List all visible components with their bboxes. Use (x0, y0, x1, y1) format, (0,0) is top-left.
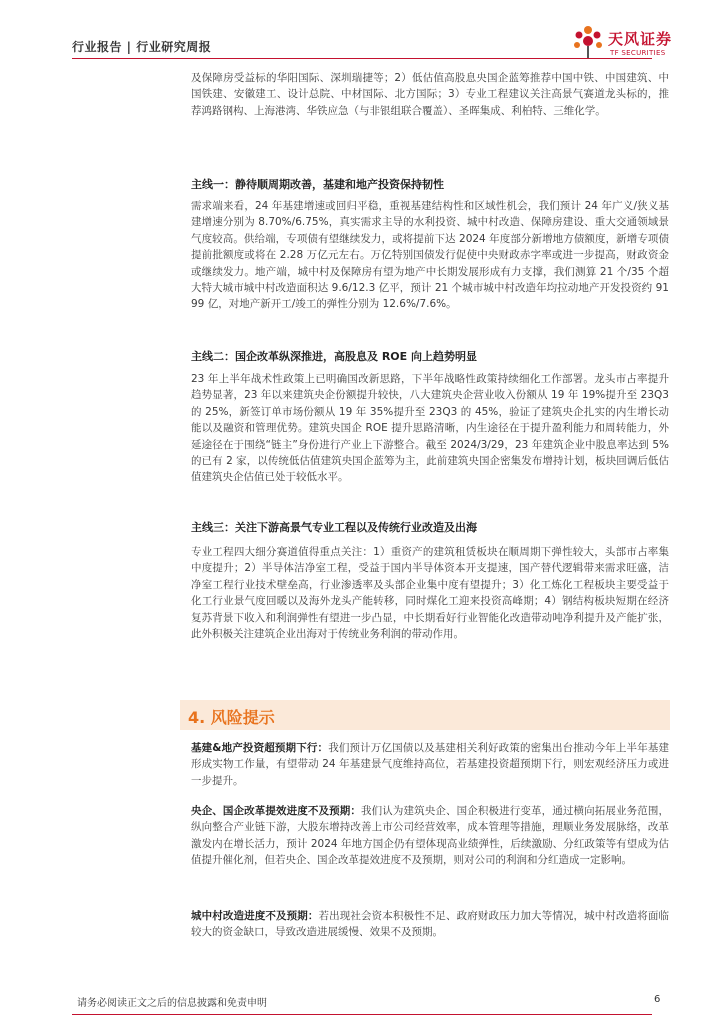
section-2-heading: 主线二：国企改革纵深推进，高股息及 ROE 向上趋势明显 (191, 350, 477, 363)
risk-item (191, 908, 669, 941)
section-3-heading: 主线三：关注下游高景气专业工程以及传统行业改造及出海 (191, 521, 477, 534)
risk-item-body: 我们认为建筑央企、国企积极进行变革，通过横向拓展业务范围，纵向整合产业链下游，大股东增持改善上市公司经营效率，成本管理等措施，理顺业务发展脉络，改革激发内在增长活力，预计 2024 年地方国企仍有望体现高业绩弹性，后续激励、分红政策等有望成为估值提升催化剂，但若央企、国企改革提效进度不及预期，则对公司的利润和分红造成一定影响。 (191, 805, 669, 867)
risk-item-body: 若出现社会资本积极性不足、政府财政压力加大等情况，城中村改造将面临较大的资金缺口，导致改造进展缓慢、效果不及预期。 (191, 910, 669, 939)
risk-section-header (180, 700, 670, 730)
intro-paragraph: 及保障房受益标的华阳国际、深圳瑞捷等；2）低估值高股息央国企蓝筹推荐中国中铁、中国建筑、中国铁建、安徽建工、设计总院、中材国际、北方国际；3）专业工程建议关注高景气赛道龙头标的，推荐鸿路钢构、上海港湾、华铁应急（与非银组联合覆盖）、圣晖集成、利柏特、三维化学。 (191, 72, 669, 117)
section-1-heading: 主线一：静待顺周期改善，基建和地产投资保持韧性 (191, 178, 444, 191)
risk-item (191, 803, 669, 869)
footer-disclaimer: 请务必阅读正文之后的信息披露和免责申明 (77, 998, 267, 1009)
logo-flower-icon (570, 24, 606, 60)
logo-text-en: TF SECURITIES (610, 49, 666, 57)
section-3-body: 专业工程四大细分赛道值得重点关注：1）重资产的建筑租赁板块在顺周期下弹性较大，头部市占率集中度提升；2）半导体洁净室工程，受益于国内半导体资本开支提速，国产替代逻辑带来需求旺盛，洁净室工程行业技术壁垒高，行业渗透率及头部企业集中度有望提升；3）化工炼化工程板块主要受益于化工行业景气度回暖以及海外龙头产能转移，同时煤化工迎来投资高峰期；4）钢结构板块短期在经济复苏背景下收入和利润弹性有望进一步凸显，中长期看好行业智能化改造带动吨净利提升及产能扩张，此外积极关注建筑企业出海对于传统业务利润的带动作用。 (191, 546, 669, 641)
risk-item-lead: 基建&地产投资超预期下行： (191, 742, 329, 754)
page-number: 6 (654, 994, 661, 1005)
risk-item-body: 我们预计万亿国债以及基建相关利好政策的密集出台推动今年上半年基建形成实物工作量，有望带动 24 年基建景气度维持高位，若基建投资超预期下行，则宏观经济压力或进一步提升。 (191, 742, 670, 787)
tf-securities-logo (570, 22, 680, 62)
footer-divider (72, 1014, 652, 1015)
risk-section-title: 4. 风险提示 (188, 708, 275, 727)
logo-text-cn: 天风证券 (608, 30, 673, 48)
section-1-body: 需求端来看，24 年基建增速或回归平稳，重视基建结构性和区域性机会，我们预计 24 年广义/狭义基建增速分别为 8.70%/6.75%，真实需求主导的水利投资、城中村改造、保障房建设、重大交通领域景气度较高。供给端，专项债有望继续发力，或将提前下达 2024 年度部分新增地方债额度，新增专项债提前批额度或将在 2.28 万亿元左右。万亿特别国债发行促使中央财政赤字率或进一步提高，财政资金或继续发力。地产端，城中村及保障房有望为地产中长期发展形成有力支撑，我们测算 21 个/35 个超大特大城市城中村改造面积达 9.6/12.3 亿平，预计 21 个城市城中村改造年均拉动地产开发投资约 9199 亿，对地产新开工/竣工的弹性分别为 12.6%/7.6%。 (191, 200, 669, 311)
risk-item-lead: 城中村改造进度不及预期： (191, 910, 319, 922)
header-divider (72, 58, 652, 59)
risk-item-lead: 央企、国企改革提效进度不及预期： (191, 805, 361, 817)
breadcrumb: 行业报告 | 行业研究周报 (72, 40, 212, 54)
section-2-body: 23 年上半年战术性政策上已明确国改新思路，下半年战略性政策持续细化工作部署。龙头市占率提升趋势显著，23 年以来建筑央企份额提升较快，八大建筑央企营业收入份额从 19 年 19%提升至 23Q3 的 25%，新签订单市场份额从 19 年 35%提升至 23Q3 的 45%，验证了建筑央企扎实的内生增长动能以及融资和管理优势。建筑央国企 ROE 提升思路清晰，内生途径在于提升盈利能力和周转能力，外延途径在于围绕“链主”身份进行产业上下游整合。截至 2024/3/29，23 年建筑企业中股息率达到 5%的已有 2 家，以传统低估值建筑央国企蓝筹为主，此前建筑央国企密集发布增持计划，板块回调后低估值建筑央企估值已处于较低水平。 (191, 373, 669, 484)
risk-item (191, 740, 669, 789)
page-header (0, 0, 724, 70)
